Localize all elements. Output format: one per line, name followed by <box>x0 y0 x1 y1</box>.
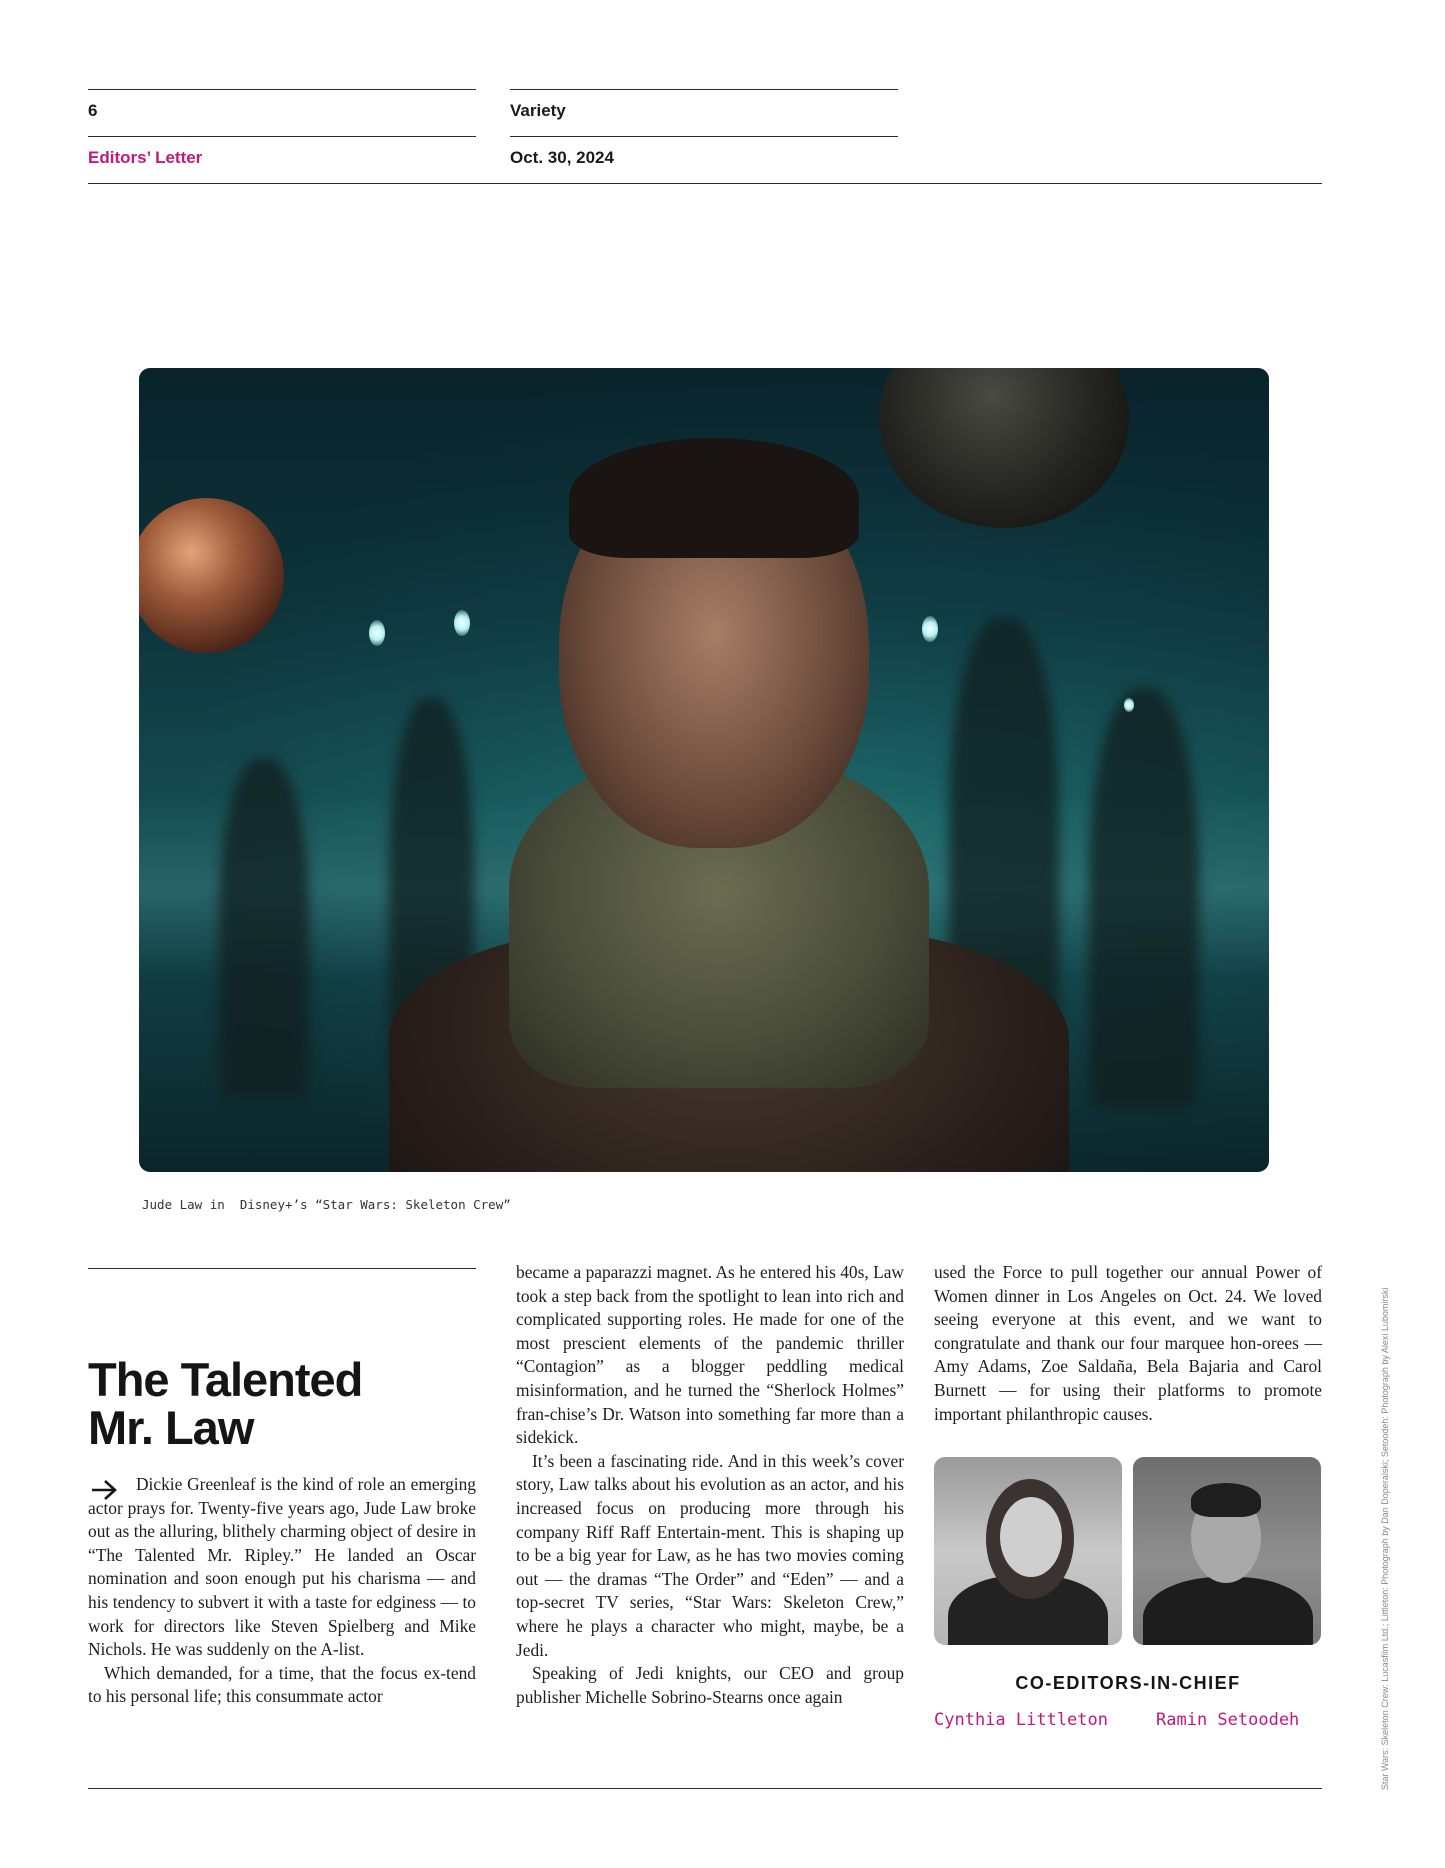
photo-caption: Jude Law in Disney+’s “Star Wars: Skeleton Crew” <box>142 1197 511 1212</box>
article-headline <box>88 1353 488 1454</box>
light-orb <box>454 610 470 636</box>
photo-credit: Star Wars: Skeleton Crew: Lucasfilm Ltd.; Littleton: Photograph by Dan Doperalski; Setoodeh: Photograph by Alexi Lubomirski <box>1380 1287 1390 1790</box>
light-orb <box>922 616 938 642</box>
portrait-ramin-setoodeh <box>1133 1457 1321 1645</box>
subject-hair <box>569 438 859 558</box>
paragraph: Which demanded, for a time, that the focus ex-tend to his personal life; this consummate actor <box>88 1662 476 1707</box>
header-rule-top-left <box>88 89 476 90</box>
header-rule-mid-right <box>510 136 898 137</box>
light-orb <box>369 620 385 646</box>
footer-rule <box>88 1788 1322 1789</box>
paragraph: It’s been a fascinating ride. And in this week’s cover story, Law talks about his evolution as an actor, and his increased focus on producing more through his company Riff Raff Entertain-ment. This is shaping up to be a big year for Law, as he has two movies coming out — the dramas “The Order” and “Eden” — and a top-secret TV series, “Star Wars: Skeleton Crew,” where he plays a character who might, maybe, be a Jedi. <box>516 1450 904 1660</box>
headline-text: The Talented Mr. Law <box>88 1353 363 1454</box>
issue-date: Oct. 30, 2024 <box>510 148 614 167</box>
page-number: 6 <box>88 101 98 120</box>
light-orb <box>1124 698 1134 712</box>
article-rule <box>88 1268 476 1269</box>
paragraph: used the Force to pull together our annual Power of Women dinner in Los Angeles on Oct. 24. We loved seeing everyone at this event, and we want to congratulate and thank our four marquee hon-orees — Amy Adams, Zoe Saldaña, Bela Bajaria and Carol Burnett — for using their platforms to promote important philanthropic causes. <box>934 1262 1322 1424</box>
header-rule-bottom <box>88 183 1322 184</box>
portrait-hair <box>1191 1483 1261 1517</box>
section-label: Editors’ Letter <box>88 148 203 167</box>
portrait-face <box>1000 1497 1062 1577</box>
paragraph: Dickie Greenleaf is the kind of role an emerging actor prays for. Twenty-five years ago, Jude Law broke out as the alluring, blithely charming object of desire in “The Talented Mr. Ripley.” He landed an Oscar nomination and soon enough put his charisma — and his tendency to subvert it with a taste for edginess — to work for directors like Steven Spielberg and Mike Nichols. He was suddenly on the A-list. <box>88 1474 476 1660</box>
editor-name-setoodeh: Ramin Setoodeh <box>1156 1710 1300 1730</box>
article-column-1 <box>88 1473 476 1709</box>
hero-photo <box>139 368 1269 1172</box>
header-rule-mid-left <box>88 136 476 137</box>
co-editors-title: CO-EDITORS-IN-CHIEF <box>1015 1673 1241 1693</box>
editor-name-littleton: Cynthia Littleton <box>934 1710 1108 1730</box>
article-column-3 <box>934 1261 1322 1426</box>
portrait-body <box>1143 1577 1313 1645</box>
paragraph: became a paparazzi magnet. As he entered his 40s, Law took a step back from the spotlight to lean into rich and complicated supporting roles. He made for one of the most prescient elements of the pandemic thriller “Contagion” as a blogger peddling medical misinformation, and he turned the “Sherlock Holmes” fran-chise’s Dr. Watson into something far more than a sidekick. <box>516 1262 904 1448</box>
background-figure <box>219 758 309 1098</box>
background-figure <box>1089 688 1199 1108</box>
copper-drone <box>139 498 284 653</box>
portrait-cynthia-littleton <box>934 1457 1122 1645</box>
dark-drone <box>879 368 1129 528</box>
header-rule-top-right <box>510 89 898 90</box>
publication-name: Variety <box>510 101 566 120</box>
article-column-2 <box>516 1261 904 1709</box>
paragraph: Speaking of Jedi knights, our CEO and group publisher Michelle Sobrino-Stearns once again <box>516 1663 904 1707</box>
